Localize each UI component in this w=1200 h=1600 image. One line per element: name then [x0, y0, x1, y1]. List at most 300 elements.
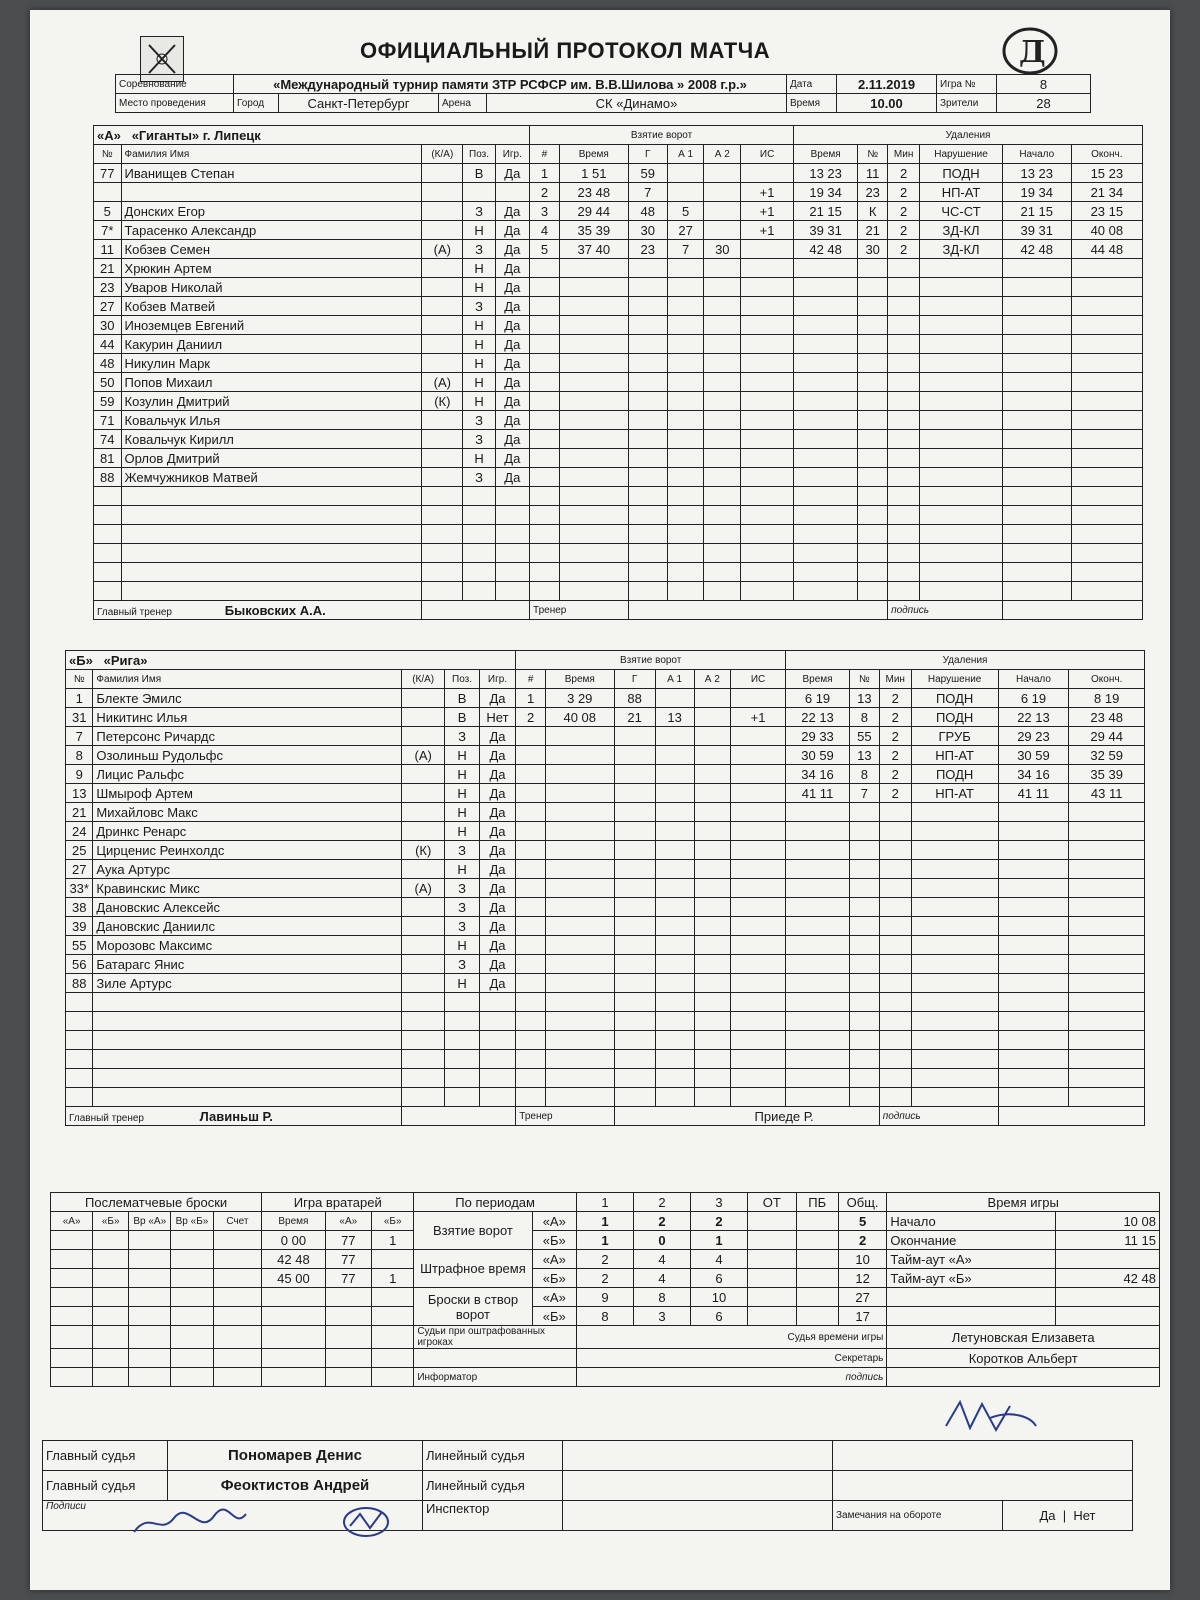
player-position: Н — [463, 449, 495, 468]
goal-assist-1 — [667, 487, 704, 506]
goal-assist-1 — [655, 860, 694, 879]
penalty-violation — [911, 1012, 998, 1031]
player-name: Ковальчук Илья — [121, 411, 422, 430]
penalty-player — [850, 936, 880, 955]
team-b-player-row — [66, 1069, 1145, 1088]
goal-number: 2 — [516, 708, 546, 727]
player-role — [422, 259, 463, 278]
penalty-time — [786, 822, 850, 841]
player-role — [422, 582, 463, 601]
penalty-violation — [911, 1088, 998, 1107]
player-played — [479, 1088, 516, 1107]
col-num: № — [66, 670, 93, 689]
penalty-minutes — [879, 822, 911, 841]
penalty-player — [850, 1050, 880, 1069]
player-role — [422, 468, 463, 487]
goal-time — [545, 993, 614, 1012]
goal-strength — [731, 860, 786, 879]
period-1-header: 1 — [576, 1193, 633, 1212]
goal-scorer — [614, 803, 655, 822]
penalty-end — [1071, 373, 1142, 392]
penalty-end: 29 44 — [1069, 727, 1145, 746]
penalty-time — [794, 525, 858, 544]
penalty-player — [850, 860, 880, 879]
goal-assist-2 — [704, 221, 741, 240]
player-role: (К) — [422, 392, 463, 411]
goal-number — [516, 1050, 546, 1069]
player-position — [445, 1069, 479, 1088]
goal-assist-1 — [655, 1012, 694, 1031]
goal-strength — [741, 525, 794, 544]
player-position — [463, 525, 495, 544]
penalty-player — [850, 803, 880, 822]
penalty-violation — [920, 335, 1003, 354]
goal-assist-1: 13 — [655, 708, 694, 727]
team-a-column-headers — [94, 145, 1143, 164]
penalty-minutes: 2 — [888, 164, 920, 183]
goal-scorer — [614, 784, 655, 803]
goal-assist-2 — [694, 765, 731, 784]
player-played: Да — [495, 259, 529, 278]
penalty-end — [1071, 335, 1142, 354]
goal-number — [516, 746, 546, 765]
goal-time — [559, 316, 628, 335]
goals-b-ot — [747, 1231, 796, 1250]
player-position — [445, 1031, 479, 1050]
goal-time — [545, 898, 614, 917]
goals-a-p1: 1 — [576, 1212, 633, 1231]
goal-scorer — [614, 1012, 655, 1031]
player-position: В — [445, 708, 479, 727]
informer-label: Информатор — [414, 1368, 577, 1387]
pim-team-b: «Б» — [532, 1269, 576, 1288]
penalty-time — [794, 487, 858, 506]
penalty-time — [794, 449, 858, 468]
col-assist2: А 2 — [704, 145, 741, 164]
goal-time — [545, 974, 614, 993]
penalty-minutes — [888, 468, 920, 487]
goal-assist-1 — [655, 898, 694, 917]
goal-assist-2 — [704, 506, 741, 525]
gk-row3-a: 77 — [325, 1269, 371, 1288]
player-number: 88 — [94, 468, 122, 487]
player-number: 55 — [66, 936, 93, 955]
player-position: З — [463, 430, 495, 449]
penalty-time — [786, 974, 850, 993]
goal-strength: +1 — [741, 221, 794, 240]
player-position: З — [463, 202, 495, 221]
player-role — [422, 506, 463, 525]
penalty-player — [850, 822, 880, 841]
goal-strength: +1 — [741, 202, 794, 221]
goal-time: 23 48 — [559, 183, 628, 202]
penalty-violation — [920, 468, 1003, 487]
goal-assist-1 — [667, 259, 704, 278]
penalty-violation — [920, 487, 1003, 506]
penalty-minutes: 2 — [879, 708, 911, 727]
goals-a-p3: 2 — [690, 1212, 747, 1231]
penalty-end — [1071, 468, 1142, 487]
goal-strength — [741, 392, 794, 411]
col-goal-time: Время — [559, 145, 628, 164]
goals-b-so — [796, 1231, 838, 1250]
penalty-player — [858, 297, 888, 316]
player-number: 30 — [94, 316, 122, 335]
goal-strength — [731, 1069, 786, 1088]
goal-number — [516, 784, 546, 803]
officials-table: Главный судья Пономарев Денис Линейный судья Главный судья Феоктистов Андрей Линейный судья Подписи Инспектор Замечания на обороте Да | Нет — [42, 1440, 1133, 1531]
penalty-player: 30 — [858, 240, 888, 259]
city-label: Город — [234, 94, 279, 113]
gk-row3-b: 1 — [372, 1269, 414, 1288]
goal-strength — [731, 974, 786, 993]
penalty-end: 32 59 — [1069, 746, 1145, 765]
goal-scorer: 7 — [628, 183, 667, 202]
player-name: Козулин Дмитрий — [121, 392, 422, 411]
penalty-time: 13 23 — [794, 164, 858, 183]
team-b-table — [65, 650, 1145, 1126]
penalty-minutes: 2 — [879, 746, 911, 765]
player-name: Дановскис Алексейс — [93, 898, 402, 917]
line-judge-2-label: Линейный судья — [423, 1471, 563, 1501]
player-played: Да — [479, 955, 516, 974]
goal-number — [516, 936, 546, 955]
player-position: Н — [445, 784, 479, 803]
goal-number: 1 — [516, 689, 546, 708]
player-number: 27 — [94, 297, 122, 316]
player-name: Батарагс Янис — [93, 955, 402, 974]
goal-scorer — [614, 746, 655, 765]
player-played: Да — [479, 917, 516, 936]
penalty-start — [998, 822, 1069, 841]
penalty-violation — [920, 582, 1003, 601]
player-played: Да — [479, 879, 516, 898]
penalty-start — [1002, 506, 1071, 525]
team-a-player-row — [94, 183, 1143, 202]
goal-assist-1 — [655, 1031, 694, 1050]
penalty-minutes — [888, 297, 920, 316]
player-played — [479, 1031, 516, 1050]
penalty-violation — [920, 525, 1003, 544]
shots-a-p3: 10 — [690, 1288, 747, 1307]
player-name: Дановскис Даниилс — [93, 917, 402, 936]
goal-assist-2 — [694, 993, 731, 1012]
goal-assist-1 — [667, 506, 704, 525]
so-col-gk-b: Вр «Б» — [171, 1212, 213, 1231]
goal-strength — [741, 240, 794, 259]
goal-assist-2 — [694, 841, 731, 860]
penalty-minutes — [879, 879, 911, 898]
gk-col-time: Время — [262, 1212, 325, 1231]
penalty-end — [1071, 525, 1142, 544]
penalty-time — [794, 278, 858, 297]
player-number: 7 — [66, 727, 93, 746]
player-position: Н — [445, 822, 479, 841]
player-position — [445, 993, 479, 1012]
goal-time — [559, 525, 628, 544]
gk-row3-time: 45 00 — [262, 1269, 325, 1288]
goal-time — [545, 1031, 614, 1050]
team-b-player-row — [66, 1031, 1145, 1050]
goals-row-label: Взятие ворот — [414, 1212, 532, 1250]
penalty-time — [794, 582, 858, 601]
player-played: Да — [495, 354, 529, 373]
goal-time — [559, 449, 628, 468]
remarks-yes[interactable]: Да — [1039, 1508, 1056, 1523]
goal-assist-2 — [694, 898, 731, 917]
player-role — [401, 784, 444, 803]
start-label: Начало — [887, 1212, 1056, 1231]
goals-a-ot — [747, 1212, 796, 1231]
col-pen-viol: Нарушение — [911, 670, 998, 689]
goal-strength — [741, 335, 794, 354]
penalty-start: 13 23 — [1002, 164, 1071, 183]
team-a-coach: Быковских А.А. — [224, 602, 326, 618]
penalty-start — [998, 898, 1069, 917]
goal-number — [530, 468, 560, 487]
goal-scorer — [628, 316, 667, 335]
team-a-player-row — [94, 506, 1143, 525]
penalty-violation — [920, 411, 1003, 430]
player-role — [401, 1069, 444, 1088]
col-goal-time: Время — [545, 670, 614, 689]
goal-assist-1 — [655, 765, 694, 784]
shots-a-p1: 9 — [576, 1288, 633, 1307]
goal-assist-1: 27 — [667, 221, 704, 240]
penalty-time: 39 31 — [794, 221, 858, 240]
goal-strength — [731, 841, 786, 860]
goals-a-p2: 2 — [633, 1212, 690, 1231]
penalty-minutes — [879, 898, 911, 917]
goal-assist-2 — [704, 335, 741, 354]
player-position — [445, 1012, 479, 1031]
player-played: Да — [479, 765, 516, 784]
goal-scorer — [628, 297, 667, 316]
pim-b-ot — [747, 1269, 796, 1288]
penalty-minutes — [879, 841, 911, 860]
player-played: Нет — [479, 708, 516, 727]
penalty-end — [1071, 411, 1142, 430]
penalty-violation — [911, 898, 998, 917]
goal-scorer — [614, 1031, 655, 1050]
secretary-signature — [940, 1396, 1040, 1441]
goal-scorer — [628, 335, 667, 354]
protocol-sheet — [30, 10, 1170, 1590]
penalty-end — [1071, 297, 1142, 316]
penalty-start — [1002, 487, 1071, 506]
penalty-start — [1002, 411, 1071, 430]
goal-strength — [731, 1088, 786, 1107]
penalty-player: 7 — [850, 784, 880, 803]
goal-number — [530, 297, 560, 316]
penalty-player: 55 — [850, 727, 880, 746]
goals-team-a: «А» — [532, 1212, 576, 1231]
penalty-player: 13 — [850, 689, 880, 708]
penalty-end — [1071, 506, 1142, 525]
player-role — [401, 974, 444, 993]
goal-time — [545, 860, 614, 879]
team-b-player-row — [66, 784, 1145, 803]
goal-assist-2 — [704, 316, 741, 335]
player-position: З — [445, 727, 479, 746]
goal-assist-2 — [704, 183, 741, 202]
player-number: 13 — [66, 784, 93, 803]
player-played — [495, 525, 529, 544]
player-number: 31 — [66, 708, 93, 727]
gk-row2-b — [372, 1250, 414, 1269]
shots-b-ot — [747, 1307, 796, 1326]
total-header: Общ. — [838, 1193, 887, 1212]
penalty-violation — [911, 1069, 998, 1088]
goal-assist-1 — [655, 1069, 694, 1088]
player-number — [94, 525, 122, 544]
goal-scorer — [628, 259, 667, 278]
goal-number: 5 — [530, 240, 560, 259]
goal-assist-1 — [655, 974, 694, 993]
remarks-no[interactable]: Нет — [1073, 1508, 1096, 1523]
goal-number — [530, 259, 560, 278]
shootout-header: ПБ — [796, 1193, 838, 1212]
goal-assist-2 — [694, 1088, 731, 1107]
match-time: 10.00 — [837, 94, 937, 113]
player-position — [463, 544, 495, 563]
goal-number — [516, 879, 546, 898]
goalie-title: Игра вратарей — [262, 1193, 414, 1212]
goal-time — [559, 259, 628, 278]
player-role: (А) — [422, 373, 463, 392]
penalty-start — [1002, 582, 1071, 601]
penalty-time — [786, 993, 850, 1012]
penalty-end — [1069, 1088, 1145, 1107]
player-played: Да — [495, 392, 529, 411]
player-name — [121, 563, 422, 582]
player-position: Н — [463, 221, 495, 240]
penalty-time: 19 34 — [794, 183, 858, 202]
penalty-minutes — [888, 582, 920, 601]
team-b-column-headers — [66, 670, 1145, 689]
player-role — [422, 278, 463, 297]
goal-strength — [731, 1012, 786, 1031]
penalty-violation: ЧС-СТ — [920, 202, 1003, 221]
goal-assist-2 — [704, 164, 741, 183]
goal-assist-1 — [667, 449, 704, 468]
penalty-time: 41 11 — [786, 784, 850, 803]
penalty-violation: ПОДН — [911, 708, 998, 727]
goal-assist-2 — [694, 727, 731, 746]
team-a-trainer-label: Тренер — [530, 601, 629, 620]
goal-strength — [731, 784, 786, 803]
summary-table — [50, 1192, 1160, 1387]
goal-scorer — [614, 841, 655, 860]
col-goal-scorer: Г — [628, 145, 667, 164]
team-b-player-row — [66, 955, 1145, 974]
team-b-player-row — [66, 803, 1145, 822]
timeout-b-label: Тайм-аут «Б» — [887, 1269, 1056, 1288]
player-role — [401, 917, 444, 936]
player-role — [422, 354, 463, 373]
penalty-violation: ЗД-КЛ — [920, 240, 1003, 259]
penalty-minutes — [888, 278, 920, 297]
date-label: Дата — [787, 75, 837, 94]
player-name: Кравинскис Микс — [93, 879, 402, 898]
col-goal-num: # — [516, 670, 546, 689]
start-time: 10 08 — [1056, 1212, 1160, 1231]
player-name — [93, 1069, 402, 1088]
player-number: 74 — [94, 430, 122, 449]
player-role — [401, 936, 444, 955]
penalty-minutes — [879, 974, 911, 993]
penalty-violation — [920, 544, 1003, 563]
team-b-player-row — [66, 917, 1145, 936]
player-played: Да — [495, 278, 529, 297]
pim-a-so — [796, 1250, 838, 1269]
penalty-time — [786, 1050, 850, 1069]
player-played: Да — [495, 202, 529, 221]
player-name: Какурин Даниил — [121, 335, 422, 354]
penalty-violation: ЗД-КЛ — [920, 221, 1003, 240]
col-goal-num: # — [530, 145, 560, 164]
player-number: 24 — [66, 822, 93, 841]
penalty-player — [858, 525, 888, 544]
penalty-time — [794, 259, 858, 278]
penalty-end — [1069, 1031, 1145, 1050]
player-role — [401, 898, 444, 917]
penalty-end: 15 23 — [1071, 164, 1142, 183]
goal-assist-2 — [694, 1050, 731, 1069]
penalty-player — [858, 392, 888, 411]
goal-assist-1 — [667, 525, 704, 544]
gk-row1-a: 77 — [325, 1231, 371, 1250]
goal-number — [530, 582, 560, 601]
penalty-minutes: 2 — [888, 183, 920, 202]
player-name: Никитинс Илья — [93, 708, 402, 727]
player-played — [479, 1069, 516, 1088]
penalty-time — [794, 335, 858, 354]
penalty-minutes: 2 — [879, 765, 911, 784]
penalty-violation — [911, 803, 998, 822]
goal-assist-2 — [694, 708, 731, 727]
player-name: Хрюкин Артем — [121, 259, 422, 278]
penalty-minutes — [888, 392, 920, 411]
goal-assist-1 — [655, 841, 694, 860]
goal-strength — [741, 316, 794, 335]
col-play: Игр. — [479, 670, 516, 689]
goal-assist-2 — [694, 860, 731, 879]
chief-judge-2: Феоктистов Андрей — [168, 1471, 423, 1501]
pim-b-p1: 2 — [576, 1269, 633, 1288]
penalty-end — [1071, 563, 1142, 582]
goal-assist-2 — [704, 297, 741, 316]
penalty-start: 41 11 — [998, 784, 1069, 803]
goal-assist-1 — [667, 297, 704, 316]
goal-time — [545, 1012, 614, 1031]
penalty-violation: ГРУБ — [911, 727, 998, 746]
goal-strength — [731, 689, 786, 708]
player-role — [422, 430, 463, 449]
timekeeper: Летуновская Елизавета — [887, 1326, 1160, 1349]
penalty-violation — [911, 917, 998, 936]
player-position — [445, 1050, 479, 1069]
goal-assist-1 — [655, 822, 694, 841]
goals-a-total: 5 — [838, 1212, 887, 1231]
penalty-player — [858, 430, 888, 449]
penalty-start: 42 48 — [1002, 240, 1071, 259]
pim-a-ot — [747, 1250, 796, 1269]
player-role — [422, 335, 463, 354]
player-role — [422, 297, 463, 316]
penalty-minutes — [888, 544, 920, 563]
goal-scorer — [614, 1088, 655, 1107]
